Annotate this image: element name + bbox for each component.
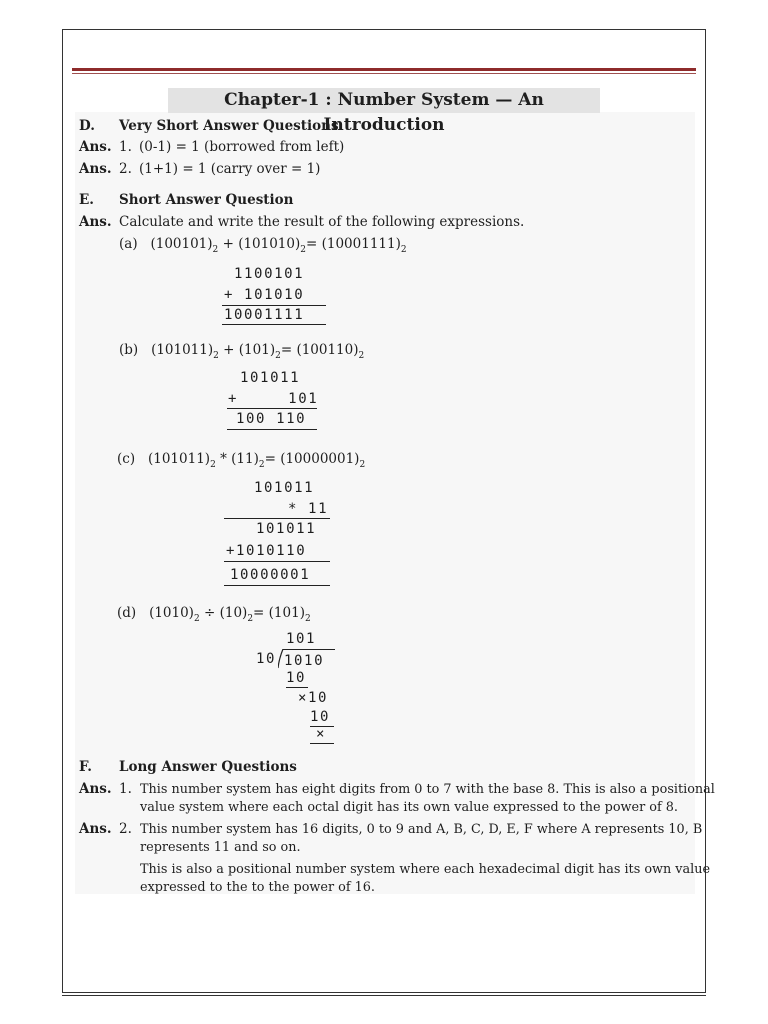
- instruction-text: Calculate and write the result of the following expressions.: [119, 214, 525, 230]
- item-label: (d): [117, 605, 137, 621]
- answer-text: (0-1) = 1 (borrowed from left): [139, 139, 345, 155]
- result: (101): [268, 605, 305, 621]
- base-subscript: 2: [210, 460, 216, 470]
- ans-label: Ans.: [79, 781, 112, 797]
- equals-sign: =: [306, 236, 322, 252]
- working-line: * 11: [288, 501, 329, 517]
- base-subscript: 2: [358, 351, 365, 361]
- operand-1: (101011): [147, 451, 211, 467]
- operand-2: (101010): [238, 236, 301, 252]
- answer-text: value system where each octal digit has its own value expressed to the power of 8.: [140, 800, 678, 815]
- bottom-rule: [62, 995, 706, 996]
- section-d-heading: Very Short Answer Questions: [119, 118, 339, 134]
- section-f-letter: F.: [79, 759, 92, 775]
- answer-text: represents 11 and so on.: [140, 840, 301, 855]
- operand-2: (11): [231, 451, 259, 467]
- product-rule: [224, 585, 330, 586]
- section-d-letter: D.: [79, 118, 95, 134]
- working-result: 100 110: [236, 411, 307, 427]
- base-subscript: 2: [258, 460, 265, 470]
- product-rule: [224, 518, 330, 519]
- working-result: 10000001: [230, 567, 311, 583]
- equals-sign: =: [253, 605, 269, 621]
- working-line: 101011: [240, 370, 301, 386]
- answer-text: This number system has eight digits from 0 to 7 with the base 8. This is also a positional: [140, 782, 715, 797]
- base-subscript: 2: [300, 245, 306, 255]
- section-e-letter: E.: [79, 192, 94, 208]
- ans-label: Ans.: [79, 214, 112, 230]
- operand-2: (10): [219, 605, 248, 621]
- operand-1: (101011): [151, 342, 214, 358]
- working-line: + 101010: [224, 287, 305, 303]
- ans-label: Ans.: [79, 161, 112, 177]
- base-subscript: 2: [275, 351, 281, 361]
- base-subscript: 2: [247, 614, 254, 624]
- expression-c: [117, 451, 365, 470]
- division-remainder: ×10: [298, 690, 329, 706]
- ans-label: Ans.: [79, 139, 112, 155]
- sum-rule: [222, 305, 326, 306]
- result: (10000001): [280, 451, 360, 467]
- expression-a: [119, 236, 407, 255]
- header-band-thin: [72, 73, 696, 74]
- working-line: 101011: [256, 521, 317, 537]
- division-quotient: 101: [286, 631, 317, 647]
- sum-rule: [227, 429, 317, 430]
- chapter-title: Chapter-1 : Number System — An Introduction: [168, 88, 600, 113]
- division-dividend: 1010: [284, 653, 325, 669]
- product-rule: [224, 561, 330, 562]
- result: (10001111): [321, 236, 401, 252]
- operand-1: (100101): [150, 236, 213, 252]
- item-label: (b): [119, 342, 139, 358]
- answer-number: 2.: [119, 821, 132, 837]
- result: (100110): [296, 342, 359, 358]
- division-divisor: 10: [256, 651, 277, 667]
- working-line: 101011: [254, 480, 315, 496]
- answer-text: This number system has 16 digits, 0 to 9 and A, B, C, D, E, F where A represents 10, B: [140, 822, 703, 837]
- base-subscript: 2: [304, 614, 311, 624]
- item-label: (c): [117, 451, 136, 467]
- answer-number: 2.: [119, 161, 132, 177]
- operator: +: [218, 236, 239, 252]
- equals-sign: =: [280, 342, 297, 358]
- answer-text: expressed to the to the power of 16.: [140, 880, 375, 895]
- equals-sign: =: [264, 451, 281, 467]
- base-subscript: 2: [400, 245, 407, 255]
- operator: *: [215, 451, 232, 467]
- base-subscript: 2: [193, 614, 200, 624]
- expression-b: [119, 342, 364, 361]
- answer-text: This is also a positional number system where each hexadecimal digit has its own value: [140, 862, 711, 877]
- header-band: [72, 68, 696, 71]
- expression-d: [117, 605, 311, 624]
- sum-rule: [222, 324, 326, 325]
- item-label: (a): [119, 236, 138, 252]
- working-line: 1100101: [234, 266, 305, 282]
- operator: ÷: [199, 605, 220, 621]
- division-subtract: 10: [310, 709, 331, 725]
- base-subscript: 2: [212, 245, 219, 255]
- division-remainder: ×: [316, 726, 327, 742]
- answer-number: 1.: [119, 139, 132, 155]
- base-subscript: 2: [213, 351, 219, 361]
- operand-1: (1010): [149, 605, 194, 621]
- answer-text: (1+1) = 1 (carry over = 1): [139, 161, 321, 177]
- working-line: + 101: [228, 391, 319, 407]
- sum-rule: [227, 408, 317, 409]
- operator: +: [218, 342, 239, 358]
- division-rule: [286, 687, 308, 688]
- section-f-heading: Long Answer Questions: [119, 759, 297, 775]
- working-result: 10001111: [224, 307, 305, 323]
- base-subscript: 2: [359, 460, 366, 470]
- answer-number: 1.: [119, 781, 132, 797]
- division-bar: [283, 649, 335, 650]
- division-rule: [310, 743, 334, 744]
- division-subtract: 10: [286, 670, 307, 686]
- operand-2: (101): [238, 342, 276, 358]
- working-line: +1010110: [226, 543, 307, 559]
- section-e-heading: Short Answer Question: [119, 192, 294, 208]
- ans-label: Ans.: [79, 821, 112, 837]
